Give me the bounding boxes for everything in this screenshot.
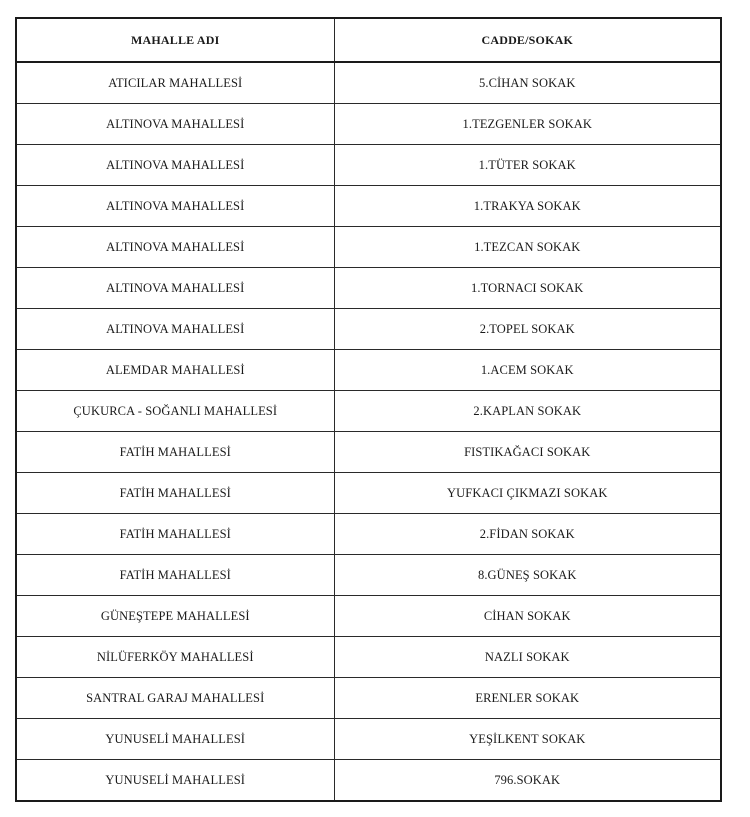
table-row [16,62,721,104]
street-cell: 796.SOKAK [334,760,721,802]
neighborhood-cell: ALEMDAR MAHALLESİ [16,350,334,391]
neighborhood-cell: FATİH MAHALLESİ [16,555,334,596]
neighborhood-cell: ALTINOVA MAHALLESİ [16,145,334,186]
table-row [16,719,721,760]
table-row [16,432,721,473]
street-cell: 8.GÜNEŞ SOKAK [334,555,721,596]
header-neighborhood: MAHALLE ADI [16,18,334,62]
neighborhood-cell: ALTINOVA MAHALLESİ [16,268,334,309]
table-row [16,514,721,555]
neighborhood-cell: NİLÜFERKÖY MAHALLESİ [16,637,334,678]
street-cell: NAZLI SOKAK [334,637,721,678]
table-row [16,637,721,678]
table-row [16,145,721,186]
street-cell: 1.TEZCAN SOKAK [334,227,721,268]
table-row [16,268,721,309]
table-row [16,350,721,391]
neighborhood-cell: YUNUSELİ MAHALLESİ [16,760,334,802]
table-row [16,104,721,145]
header-row [16,18,721,62]
table-row [16,227,721,268]
neighborhood-cell: FATİH MAHALLESİ [16,432,334,473]
street-cell: 1.TÜTER SOKAK [334,145,721,186]
street-cell: YUFKACI ÇIKMAZI SOKAK [334,473,721,514]
street-cell: YEŞİLKENT SOKAK [334,719,721,760]
street-cell: 2.TOPEL SOKAK [334,309,721,350]
neighborhood-cell: ALTINOVA MAHALLESİ [16,186,334,227]
neighborhood-cell: YUNUSELİ MAHALLESİ [16,719,334,760]
street-cell: 2.FİDAN SOKAK [334,514,721,555]
table-row [16,596,721,637]
neighborhood-cell: GÜNEŞTEPE MAHALLESİ [16,596,334,637]
street-cell: 5.CİHAN SOKAK [334,62,721,104]
neighborhood-cell: SANTRAL GARAJ MAHALLESİ [16,678,334,719]
table-row [16,555,721,596]
street-cell: 1.TORNACI SOKAK [334,268,721,309]
neighborhood-cell: FATİH MAHALLESİ [16,473,334,514]
street-cell: 1.TRAKYA SOKAK [334,186,721,227]
neighborhood-cell: ALTINOVA MAHALLESİ [16,104,334,145]
table-row [16,309,721,350]
table-row [16,186,721,227]
street-cell: FISTIKAĞACI SOKAK [334,432,721,473]
street-cell: 1.TEZGENLER SOKAK [334,104,721,145]
street-cell: 2.KAPLAN SOKAK [334,391,721,432]
street-cell: ERENLER SOKAK [334,678,721,719]
neighborhood-cell: ÇUKURCA - SOĞANLI MAHALLESİ [16,391,334,432]
street-cell: 1.ACEM SOKAK [334,350,721,391]
header-street: CADDE/SOKAK [334,18,721,62]
table-row [16,391,721,432]
street-cell: CİHAN SOKAK [334,596,721,637]
neighborhood-cell: ALTINOVA MAHALLESİ [16,309,334,350]
table-row [16,473,721,514]
table-row [16,678,721,719]
neighborhood-cell: ALTINOVA MAHALLESİ [16,227,334,268]
neighborhood-cell: ATICILAR MAHALLESİ [16,62,334,104]
street-list-table [15,17,722,802]
table-row [16,760,721,802]
neighborhood-cell: FATİH MAHALLESİ [16,514,334,555]
